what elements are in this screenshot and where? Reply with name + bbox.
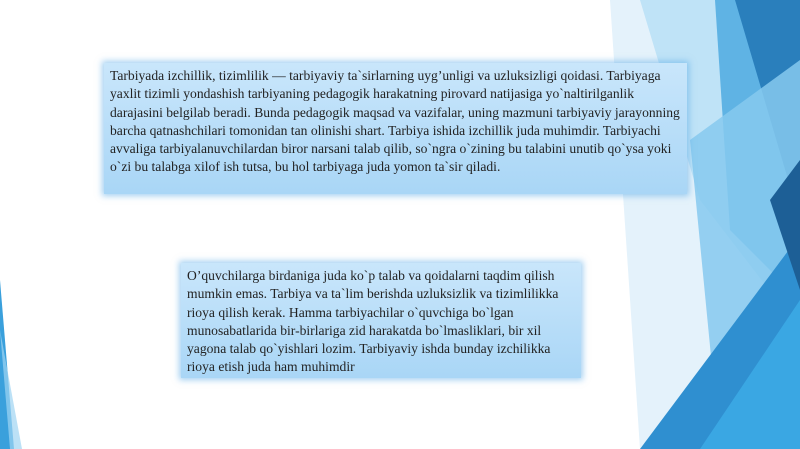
paragraph-top: Tarbiyada izchillik, tizimlilik — tarbiyaviy ta`sirlarning uyg’unligi va uzluksizligi qoidasi. Tarbiyaga yaxlit tizimli yondashish tarbiyaning pedagogik harakatning pirovard natijasiga yo`naltirilganlik darajasini belgilab beradi. Bunda pedagogik maqsad va vazifalar, uning mazmuni tarbiyaviy jarayonning barcha qatnashchilari tomonidan tan olinishi shart. Tarbiya ishida izchillik juda muhimdir. Tarbiyachi avvaliga tarbiyalanuvchilardan biror narsani talab qilib, so`ngra o`zining bu talabini unutib qo`ysa yoki o`zi bu talabga xilof ish tutsa, bu hol tarbiyaga juda yomon ta`sir qiladi. bbox=[110, 68, 680, 175]
text-box-bottom bbox=[181, 263, 581, 378]
text-box-top bbox=[104, 63, 687, 194]
paragraph-bottom: O’quvchilarga birdaniga juda ko`p talab va qoidalarni taqdim qilish mumkin emas. Tarbiya va ta`lim berishda uzluksizlik va tizimlilikka rioya qilish kerak. Hamma tarbiyachilar o`quvchiga bo`lgan munosabatlarida bir-birlariga zid harakatda bo`lmasliklari, bir xil yagona talab qo`yishlari lozim. Tarbiyaviy ishda bunday izchilikka rioya etish juda ham muhimdir bbox=[187, 268, 559, 375]
